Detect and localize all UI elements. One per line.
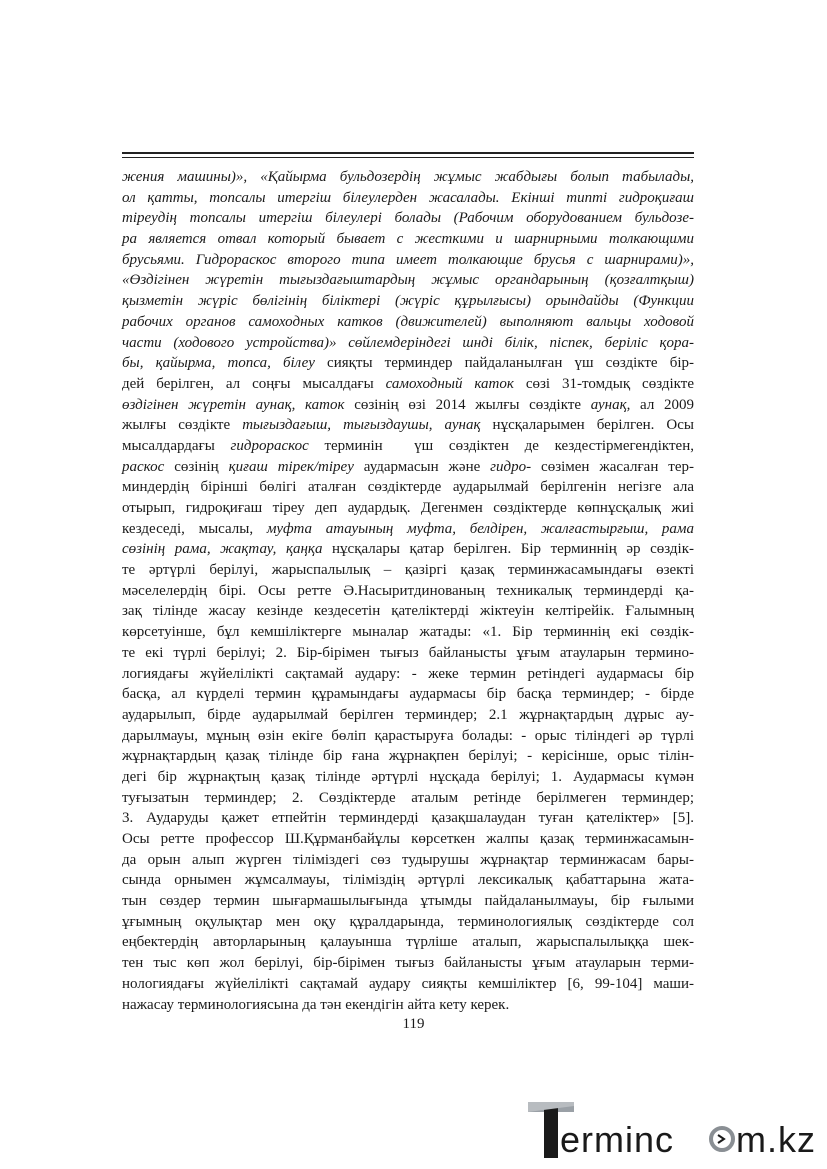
text-segment: Осы ретте профессор Ш.Құрманбайұлы көрсеткен жалпы қазақ терминжасамын-: [122, 831, 694, 847]
text-line: [122, 167, 694, 188]
text-line: [122, 519, 694, 540]
text-line: [122, 932, 694, 953]
italic-term: гидрораскос: [230, 437, 309, 454]
text-segment: терминін үш сөздіктен де кездестірмегендіктен,: [308, 437, 694, 454]
text-line: [122, 291, 694, 312]
text-segment: тен тыс көп жол берілуі, бір-бірімен тығыз байланысты ұғым атауларын терми-: [122, 955, 694, 972]
text-line: [122, 788, 694, 809]
text-segment: нұсқалары қатар берілген. Бір терминнің әр сөздік-: [322, 541, 694, 558]
text-segment: еңбектердің авторларының қалауынша түрліше аталып, жарыспалылыққа шек-: [122, 934, 694, 951]
text-segment: сында орнымен жұмсалмауы, тіліміздің әртүрлі лексикалық қабаттарына жата-: [122, 872, 694, 889]
text-line: [122, 726, 694, 747]
text-line: [122, 312, 694, 333]
text-line: [122, 808, 694, 829]
text-line: [122, 622, 694, 643]
text-line: [122, 250, 694, 271]
text-segment: дарылмауы, мұның өзін екіге бөліп қарастыруға болады: - орыс тіліндегі әр түрлі: [122, 727, 694, 744]
italic-term: аунақ,: [590, 396, 631, 413]
text-segment: көрсетуінше, бұл кемшіліктерге мыналар жатады: «1. Бір терминнің екі сөздік-: [122, 624, 694, 641]
text-line: [122, 953, 694, 974]
text-segment: сөзінің өзі 2014 жылғы сөздікте: [344, 396, 591, 413]
text-line: [122, 333, 694, 354]
text-line: [122, 974, 694, 995]
italic-term: тіреудің топсалы итергіш білеулері болады (Рабочим оборудованием бульдозе-: [122, 210, 694, 227]
page-number: 119: [402, 1016, 425, 1032]
italic-term: тығыздағыш, тығыздаушы, аунақ: [242, 417, 481, 434]
header-rule-thin: [122, 157, 694, 158]
text-segment: сөзі 31-томдық сөздікте: [513, 375, 694, 392]
body-text: [122, 167, 694, 1015]
text-segment: зақ тілінде жасау кезінде кездесетін қателіктерді жіктеуін келтірейік. Ғалымның: [122, 603, 694, 620]
text-segment: дегі бір жұрнақтың қазақ тілінде әртүрлі нұсқада берілуі; 1. Аудармасы күмән: [122, 768, 694, 785]
text-segment: нажасау терминологиясына да тән екендігін айта кету керек.: [122, 996, 510, 1013]
text-line: [122, 581, 694, 602]
text-line: [122, 684, 694, 705]
italic-term: муфта атауының муфта, белдірен, жалғастырғыш, рама: [266, 520, 694, 537]
text-segment: сөзімен жасалған тер-: [531, 458, 694, 475]
italic-term: «Өздігінен жүретін тығыздағыштардың жұмыс органдарының (қозғалтқыш): [122, 272, 694, 289]
text-line: [122, 477, 694, 498]
text-line: [122, 560, 694, 581]
italic-term: самоходный каток: [385, 375, 514, 392]
text-segment: туғызатын терминдер; 2. Сөздіктерде аталым ретінде берілмеген терминдер;: [122, 789, 694, 806]
text-segment: мәселелердің бірі. Осы ретте Ә.Насыритдинованың техникалық терминдерді қа-: [122, 582, 694, 599]
text-line: [122, 829, 694, 850]
text-line: [122, 208, 694, 229]
italic-term: бы, қайырма, топса, білеу: [122, 355, 315, 372]
text-line: [122, 746, 694, 767]
text-line: [122, 850, 694, 871]
text-line: [122, 870, 694, 891]
text-segment: тын сөздер термин шығармашылығында ұтымды пайдаланылмауы, бір ғылыми: [122, 893, 694, 910]
italic-term: ра является отвал который бывает с жесткими и шарнирными толкающими: [122, 231, 694, 248]
header-rule-thick: [122, 152, 694, 154]
text-segment: мысалдардағы: [122, 437, 231, 454]
text-line: [122, 891, 694, 912]
text-line: [122, 601, 694, 622]
text-line: [122, 498, 694, 519]
text-segment: дей берілген, ал соңғы мысалдағы: [122, 375, 386, 392]
text-line: [122, 912, 694, 933]
text-line: [122, 705, 694, 726]
text-segment: те әртүрлі берілуі, жарыспалылық – қазіргі қазақ терминжасамындағы өзекті: [122, 562, 694, 579]
text-segment: жұрнақтардың қазақ тілінде бір ғана жұрнақпен берілуі; - керісінше, орыс тілін-: [122, 748, 694, 765]
italic-term: гидро-: [490, 458, 532, 475]
italic-term: сөзінің рама, жақтау, қаңқа: [122, 541, 323, 558]
text-segment: да орын алып жүрген тіліміздегі сөз тудырушы жұрнақтар терминжасам бары-: [122, 851, 694, 868]
text-segment: кездеседі, мысалы,: [122, 520, 267, 537]
text-segment: сөзінің: [164, 458, 229, 475]
text-segment: нұсқаларымен берілген. Осы: [480, 417, 695, 434]
text-segment: ал 2009: [630, 396, 694, 413]
text-segment: те екі түрлі берілуі; 2. Бір-бірімен тығыз байланысты ұғым атауларын термино-: [122, 644, 694, 661]
text-line: [122, 539, 694, 560]
italic-term: қызметін жүріс бөлігінің біліктері (жүріс құрылғысы) орындайды (Функции: [122, 293, 694, 310]
italic-term: өздігінен жүретін аунақ, каток: [122, 396, 345, 413]
italic-term: жения машины)», «Қайырма бульдозердің жұмыс жабдығы болып табылады,: [122, 169, 694, 185]
italic-term: части (ходового устройства)» сөйлемдеріндегі шнді білік, піспек, беріліс қора-: [122, 334, 694, 351]
italic-term: ол қатты, топсалы итергіш білеулерден жасалады. Екінші типті гидроқиғаш: [122, 189, 694, 206]
text-line: [122, 374, 694, 395]
text-line: [122, 415, 694, 436]
text-line: [122, 270, 694, 291]
text-line: [122, 188, 694, 209]
text-segment: ұғымның оқулықтар мен оқу құралдарында, терминологиялық сөздіктерде сол: [122, 913, 694, 930]
text-segment: басқа, ал күрделі термин құрамындағы аудармасы бір басқа терминдер; - бірде: [122, 686, 694, 703]
text-segment: жылғы сөздікте: [122, 417, 243, 434]
text-line: [122, 995, 694, 1016]
text-segment: нологиядағы жүйелілікті сақтамай аудару сияқты кемшіліктер [6, 99-104] маши-: [122, 975, 694, 992]
text-line: [122, 767, 694, 788]
text-line: [122, 436, 694, 457]
svg-text:erminc: erminc: [560, 1119, 675, 1160]
italic-term: рабочих органов самоходных катков (движителей) выполняют вальцы ходовой: [122, 313, 694, 330]
text-line: [122, 664, 694, 685]
text-segment: аудармасын және: [353, 458, 491, 475]
termincom-logo: [522, 1100, 822, 1160]
text-segment: отырып, гидроқиғаш тіреу деп аудардық. Дегенмен сөздіктерде көпнұсқалық жиі: [122, 500, 694, 516]
text-segment: миндердің бірінші бөлігі аталған сөздіктерде аударылмай берілгенін негізге ала: [122, 479, 694, 496]
text-line: [122, 353, 694, 374]
text-line: [122, 643, 694, 664]
text-segment: 3. Аударуды қажет етпейтін терминдерді қазақшалаудан туған қателіктер» [5].: [122, 810, 694, 827]
svg-text:m.kz: m.kz: [736, 1119, 816, 1160]
text-line: [122, 457, 694, 478]
italic-term: раскос: [122, 458, 165, 475]
text-line: [122, 395, 694, 416]
text-line: [122, 229, 694, 250]
text-segment: аударылып, бірде аударылмай берілген терминдер; 2.1 жұрнақтардың дұрыс ау-: [122, 706, 694, 723]
italic-term: брусьями. Гидрораскос второго типа имеет толкающие брусья с шарнирами)»,: [122, 251, 694, 268]
text-segment: логиядағы жүйелілікті сақтамай аудару: - жеке термин ретіндегі аудармасы бір: [122, 665, 694, 682]
italic-term: қиғаш тірек/тіреу: [228, 458, 354, 475]
text-segment: сияқты терминдер пайдаланылған үш сөздікте бір-: [314, 355, 694, 372]
